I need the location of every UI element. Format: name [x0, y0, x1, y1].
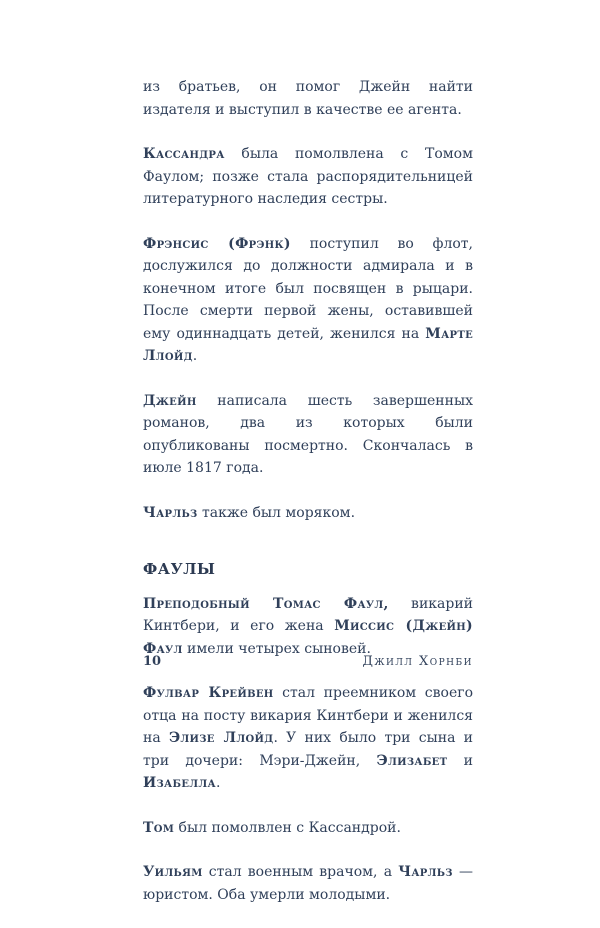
paragraph-text: . У них было три сына и три дочери: Мэри-Джейн, [143, 730, 473, 769]
name-emphasis: Преподобный Томас Фаул, [143, 595, 389, 612]
paragraph [143, 502, 473, 525]
page-footer [143, 654, 473, 669]
paragraph [143, 233, 473, 368]
paragraph [143, 76, 473, 121]
name-emphasis: Элизе Ллойд [168, 730, 274, 746]
name-emphasis: Фулвар Крейвен [143, 685, 274, 701]
paragraph [143, 390, 473, 480]
paragraph [143, 817, 473, 840]
paragraph-text: — юристом. Оба умерли молодыми. [143, 864, 473, 903]
name-emphasis: Элизабет [376, 752, 448, 769]
paragraph-text: также был моряком. [197, 504, 356, 521]
running-author: Джилл Хорнби [362, 654, 473, 669]
name-emphasis: Чарльз [398, 864, 453, 880]
page-content [143, 76, 473, 928]
name-emphasis: Джейн [143, 392, 197, 409]
page-number: 10 [143, 654, 162, 669]
paragraphs-top [143, 76, 473, 524]
name-emphasis: Уильям [143, 864, 203, 880]
paragraph-text: стал преемником своего отца на посту викария Кинтбери и женился на [143, 685, 473, 746]
paragraph-text: была помолвлена с Томом Фаулом; позже стала распорядительницей литературного наследия сестры. [143, 146, 473, 207]
paragraph-text: и [447, 752, 473, 769]
paragraph-text: стал военным врачом, а [202, 864, 399, 880]
paragraph-text: имели четырех сыновей. [182, 640, 371, 657]
paragraph [143, 682, 473, 795]
paragraph-text: поступил во флот, дослужился до должности адмирала и в конечном итоге был посвящен в рыцари. После смерти первой жены, оставившей ему одиннадцать детей, женился на [143, 235, 474, 342]
name-emphasis: Кассандра [143, 146, 225, 162]
name-emphasis: Фрэнсис (Фрэнк) [143, 235, 291, 252]
paragraph-text: . [192, 348, 198, 364]
name-emphasis: Чарльз [143, 504, 198, 521]
paragraph-text: . [215, 775, 221, 791]
paragraph [143, 861, 473, 906]
name-emphasis: Том [143, 819, 175, 836]
section-heading: ФАУЛЫ [143, 560, 216, 578]
paragraph [143, 593, 473, 661]
paragraph [143, 143, 473, 211]
name-emphasis: Миссис (Джейн) Фаул [143, 618, 473, 657]
name-emphasis: Изабелла [143, 775, 216, 791]
paragraphs-bottom [143, 593, 473, 907]
paragraph-text: викарий Кинтбери, и его жена [143, 595, 473, 634]
paragraph-text: написала шесть завершенных романов, два из которых были опубликованы посмертно. Скончалась в июле 1817 года. [143, 392, 473, 476]
name-emphasis: Марте Ллойд [143, 325, 473, 364]
paragraph-text: из братьев, он помог Джейн найти издателя и выступил в качестве ее агента. [143, 79, 473, 118]
paragraph-text: был помолвлен с Кассандрой. [174, 819, 401, 836]
